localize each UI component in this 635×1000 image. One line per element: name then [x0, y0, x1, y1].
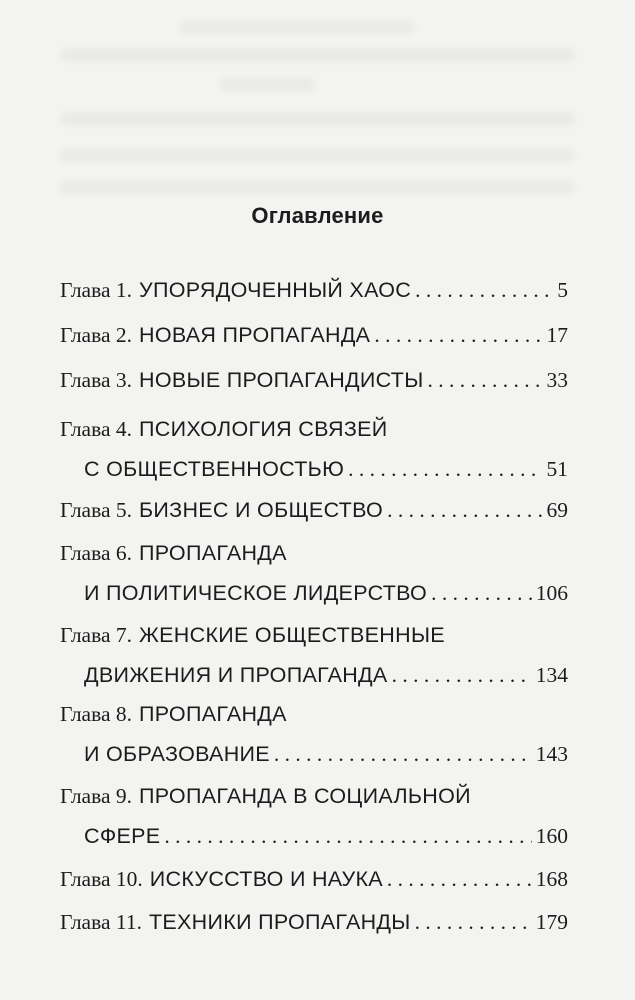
chapter-title: ПСИХОЛОГИЯ СВЯЗЕЙ	[139, 417, 388, 441]
chapter-title-continued: И ПОЛИТИЧЕСКОЕ ЛИДЕРСТВО	[84, 581, 428, 605]
dot-leader	[392, 663, 532, 688]
chapter-number: Глава 4.	[60, 417, 132, 441]
bleed-through	[220, 78, 315, 92]
toc-entry-chapter-1[interactable]	[60, 278, 568, 318]
dot-leader	[415, 278, 553, 303]
chapter-title: ПРОПАГАНДА	[139, 541, 287, 565]
toc-entry-chapter-9[interactable]	[60, 784, 568, 864]
dot-leader	[274, 742, 532, 767]
dot-leader	[415, 910, 532, 935]
bleed-through	[60, 180, 575, 194]
chapter-number: Глава 8.	[60, 702, 132, 726]
page-number: 179	[535, 910, 568, 934]
dot-leader	[428, 368, 543, 393]
chapter-number: Глава 11.	[60, 910, 142, 934]
toc-entry-chapter-7[interactable]	[60, 623, 568, 703]
toc-entry-chapter-10[interactable]	[60, 867, 568, 907]
chapter-title: БИЗНЕС И ОБЩЕСТВО	[139, 498, 384, 522]
chapter-title-continued: ДВИЖЕНИЯ И ПРОПАГАНДА	[84, 663, 388, 687]
chapter-title: ИСКУССТВО И НАУКА	[149, 867, 383, 891]
page-number: 17	[546, 323, 568, 347]
page-number: 51	[546, 457, 568, 481]
chapter-title-continued: С ОБЩЕСТВЕННОСТЬЮ	[84, 457, 345, 481]
chapter-title-continued: СФЕРЕ	[84, 824, 161, 848]
toc-entry-chapter-5[interactable]	[60, 498, 568, 538]
chapter-number: Глава 1.	[60, 278, 132, 302]
chapter-title: ТЕХНИКИ ПРОПАГАНДЫ	[148, 910, 411, 934]
page-number: 160	[535, 824, 568, 848]
toc-entry-chapter-4[interactable]	[60, 417, 568, 497]
chapter-number: Глава 3.	[60, 368, 132, 392]
dot-leader	[431, 581, 532, 606]
bleed-through	[180, 20, 415, 34]
bleed-through	[60, 48, 575, 62]
chapter-number: Глава 5.	[60, 498, 132, 522]
chapter-title: ПРОПАГАНДА	[139, 702, 287, 726]
toc-entry-chapter-11[interactable]	[60, 910, 568, 950]
chapter-title-continued: И ОБРАЗОВАНИЕ	[84, 742, 270, 766]
page-title: Оглавление	[251, 203, 384, 228]
page-number: 33	[546, 368, 568, 392]
bleed-through	[60, 112, 575, 126]
dot-leader	[374, 323, 542, 348]
chapter-number: Глава 7.	[60, 623, 132, 647]
toc-entry-chapter-3[interactable]	[60, 368, 568, 408]
toc-entry-chapter-8[interactable]	[60, 702, 568, 782]
page-number: 106	[535, 581, 568, 605]
chapter-title: ЖЕНСКИЕ ОБЩЕСТВЕННЫЕ	[139, 623, 445, 647]
dot-leader	[387, 498, 542, 523]
chapter-title: УПОРЯДОЧЕННЫЙ ХАОС	[139, 278, 412, 302]
page-number: 69	[546, 498, 568, 522]
page-number: 5	[557, 278, 568, 302]
bleed-through	[60, 148, 575, 162]
toc-entry-chapter-6[interactable]	[60, 541, 568, 621]
chapter-title: НОВЫЕ ПРОПАГАНДИСТЫ	[139, 368, 424, 392]
page-number: 134	[535, 663, 568, 687]
chapter-number: Глава 9.	[60, 784, 132, 808]
page-number: 143	[535, 742, 568, 766]
dot-leader	[348, 457, 542, 482]
chapter-number: Глава 10.	[60, 867, 143, 891]
page-number: 168	[535, 867, 568, 891]
chapter-number: Глава 2.	[60, 323, 132, 347]
toc-entry-chapter-2[interactable]	[60, 323, 568, 363]
chapter-number: Глава 6.	[60, 541, 132, 565]
chapter-title: ПРОПАГАНДА В СОЦИАЛЬНОЙ	[139, 784, 471, 808]
chapter-title: НОВАЯ ПРОПАГАНДА	[139, 323, 371, 347]
dot-leader	[164, 824, 531, 849]
dot-leader	[387, 867, 532, 892]
